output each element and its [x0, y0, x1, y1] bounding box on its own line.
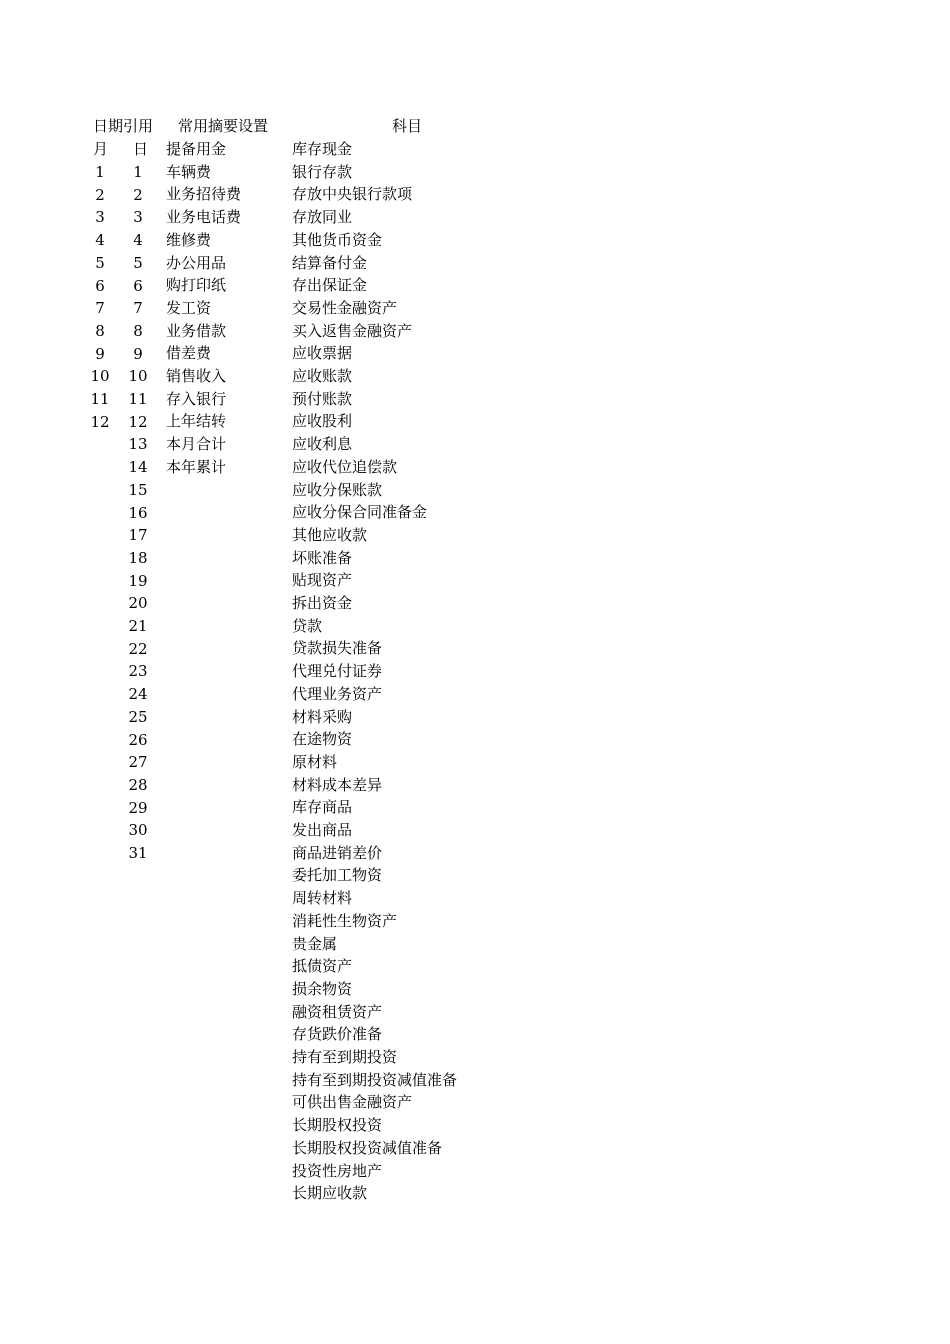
day-cell: 16	[128, 503, 148, 522]
summary-cell: 车辆费	[166, 162, 212, 181]
day-cell: 7	[133, 299, 143, 318]
subject-cell: 商品进销差价	[292, 843, 383, 862]
month-cell: 4	[95, 231, 105, 250]
subject-cell: 存放同业	[292, 208, 353, 227]
day-cell: 17	[128, 526, 148, 545]
day-cell: 21	[128, 617, 148, 635]
month-cell: 10	[90, 367, 110, 386]
summary-cell: 上年结转	[166, 412, 227, 431]
summary-cell: 办公用品	[166, 253, 227, 272]
subject-cell: 库存商品	[292, 798, 353, 817]
day-cell: 28	[128, 775, 148, 794]
day-cell: 19	[128, 571, 148, 590]
subject-cell: 抵债资产	[292, 957, 353, 976]
subject-cell: 拆出资金	[292, 594, 353, 612]
subject-cell: 存出保证金	[292, 276, 368, 295]
subject-cell: 应收分保合同准备金	[292, 503, 428, 522]
subject-cell: 持有至到期投资	[292, 1048, 398, 1066]
month-cell: 2	[95, 185, 105, 204]
subject-cell: 投资性房地产	[292, 1161, 383, 1180]
day-cell: 10	[128, 367, 148, 386]
month-cell: 3	[95, 208, 105, 227]
subject-cell: 代理兑付证券	[292, 662, 383, 681]
header-subject: 科目	[392, 117, 423, 135]
day-cell: 12	[128, 412, 148, 431]
summary-cell: 业务借款	[166, 321, 227, 340]
subject-cell: 应收股利	[292, 412, 353, 431]
month-cell: 8	[95, 321, 105, 340]
day-cell: 20	[128, 594, 148, 613]
day-cell: 11	[128, 390, 148, 408]
subject-cell: 应收票据	[292, 344, 353, 363]
day-cell: 23	[128, 662, 148, 681]
day-cell: 2	[133, 185, 143, 204]
subject-cell: 应收账款	[292, 367, 353, 385]
summary-cell: 本年累计	[166, 457, 227, 476]
subject-cell: 存货跌价准备	[292, 1025, 383, 1044]
subject-cell: 坏账准备	[292, 548, 353, 567]
day-cell: 27	[128, 753, 148, 772]
subject-cell: 消耗性生物资产	[292, 911, 398, 930]
month-cell: 7	[95, 299, 105, 318]
day-cell: 4	[133, 231, 143, 250]
subject-cell: 委托加工物资	[292, 866, 383, 885]
subject-cell: 其他货币资金	[292, 230, 383, 249]
subject-cell: 应收代位追偿款	[292, 457, 398, 476]
subject-cell: 应收分保账款	[292, 480, 383, 499]
subject-cell: 融资租赁资产	[292, 1002, 383, 1021]
summary-cell: 销售收入	[166, 367, 227, 385]
subject-cell: 代理业务资产	[292, 684, 383, 703]
day-cell: 6	[133, 276, 143, 295]
subject-cell: 可供出售金融资产	[292, 1093, 413, 1112]
day-cell: 8	[133, 321, 143, 340]
subject-cell: 其他应收款	[292, 525, 368, 544]
subject-cell: 持有至到期投资减值准备	[292, 1070, 458, 1089]
day-cell: 13	[128, 435, 148, 454]
subject-cell: 发出商品	[292, 821, 353, 839]
subject-cell: 在途物资	[292, 730, 353, 749]
month-cell: 12	[90, 412, 110, 431]
day-cell: 1	[133, 163, 143, 181]
subject-cell: 交易性金融资产	[292, 298, 398, 317]
summary-cell: 提备用金	[166, 140, 227, 158]
header-month: 月	[93, 140, 109, 158]
summary-cell: 本月合计	[166, 435, 227, 454]
summary-cell: 借差费	[166, 344, 212, 363]
subject-cell: 长期应收款	[292, 1184, 368, 1203]
subject-cell: 材料采购	[292, 707, 353, 726]
subject-cell: 长期股权投资	[292, 1116, 383, 1135]
day-cell: 30	[128, 821, 148, 840]
subject-cell: 周转材料	[292, 889, 353, 908]
summary-cell: 维修费	[166, 230, 212, 249]
month-cell: 11	[90, 390, 110, 408]
subject-cell: 结算备付金	[292, 253, 368, 272]
month-cell: 9	[95, 344, 105, 363]
subject-cell: 原材料	[292, 752, 338, 771]
day-cell: 26	[128, 730, 148, 749]
day-cell: 18	[128, 548, 148, 567]
day-cell: 14	[128, 458, 148, 477]
day-cell: 29	[128, 798, 148, 817]
month-cell: 5	[95, 253, 105, 272]
subject-cell: 应收利息	[292, 435, 353, 454]
header-day: 日	[133, 140, 149, 158]
summary-cell: 业务电话费	[166, 208, 242, 227]
subject-cell: 银行存款	[292, 162, 353, 181]
subject-cell: 贷款损失准备	[292, 639, 383, 658]
day-cell: 3	[133, 208, 143, 227]
subject-cell: 损余物资	[292, 979, 353, 998]
day-cell: 31	[128, 844, 148, 862]
summary-cell: 业务招待费	[166, 185, 242, 204]
day-cell: 22	[128, 639, 148, 658]
day-cell: 24	[128, 685, 148, 704]
month-cell: 6	[95, 276, 105, 295]
subject-cell: 预付账款	[292, 389, 353, 408]
subject-cell: 存放中央银行款项	[292, 185, 413, 204]
summary-cell: 存入银行	[166, 389, 227, 408]
subject-cell: 贴现资产	[292, 571, 353, 590]
subject-cell: 库存现金	[292, 140, 353, 158]
month-cell: 1	[95, 163, 105, 181]
day-cell: 25	[128, 707, 148, 726]
subject-cell: 贵金属	[292, 934, 338, 953]
subject-cell: 长期股权投资减值准备	[292, 1138, 443, 1157]
header-date-reference: 日期引用	[93, 117, 154, 135]
subject-cell: 材料成本差异	[292, 775, 383, 794]
subject-cell: 贷款	[292, 616, 323, 635]
day-cell: 9	[133, 344, 143, 363]
summary-cell: 发工资	[166, 298, 212, 317]
day-cell: 5	[133, 253, 143, 272]
day-cell: 15	[128, 480, 148, 499]
summary-cell: 购打印纸	[166, 276, 227, 295]
subject-cell: 买入返售金融资产	[292, 321, 413, 340]
header-summary-setting: 常用摘要设置	[178, 117, 269, 135]
